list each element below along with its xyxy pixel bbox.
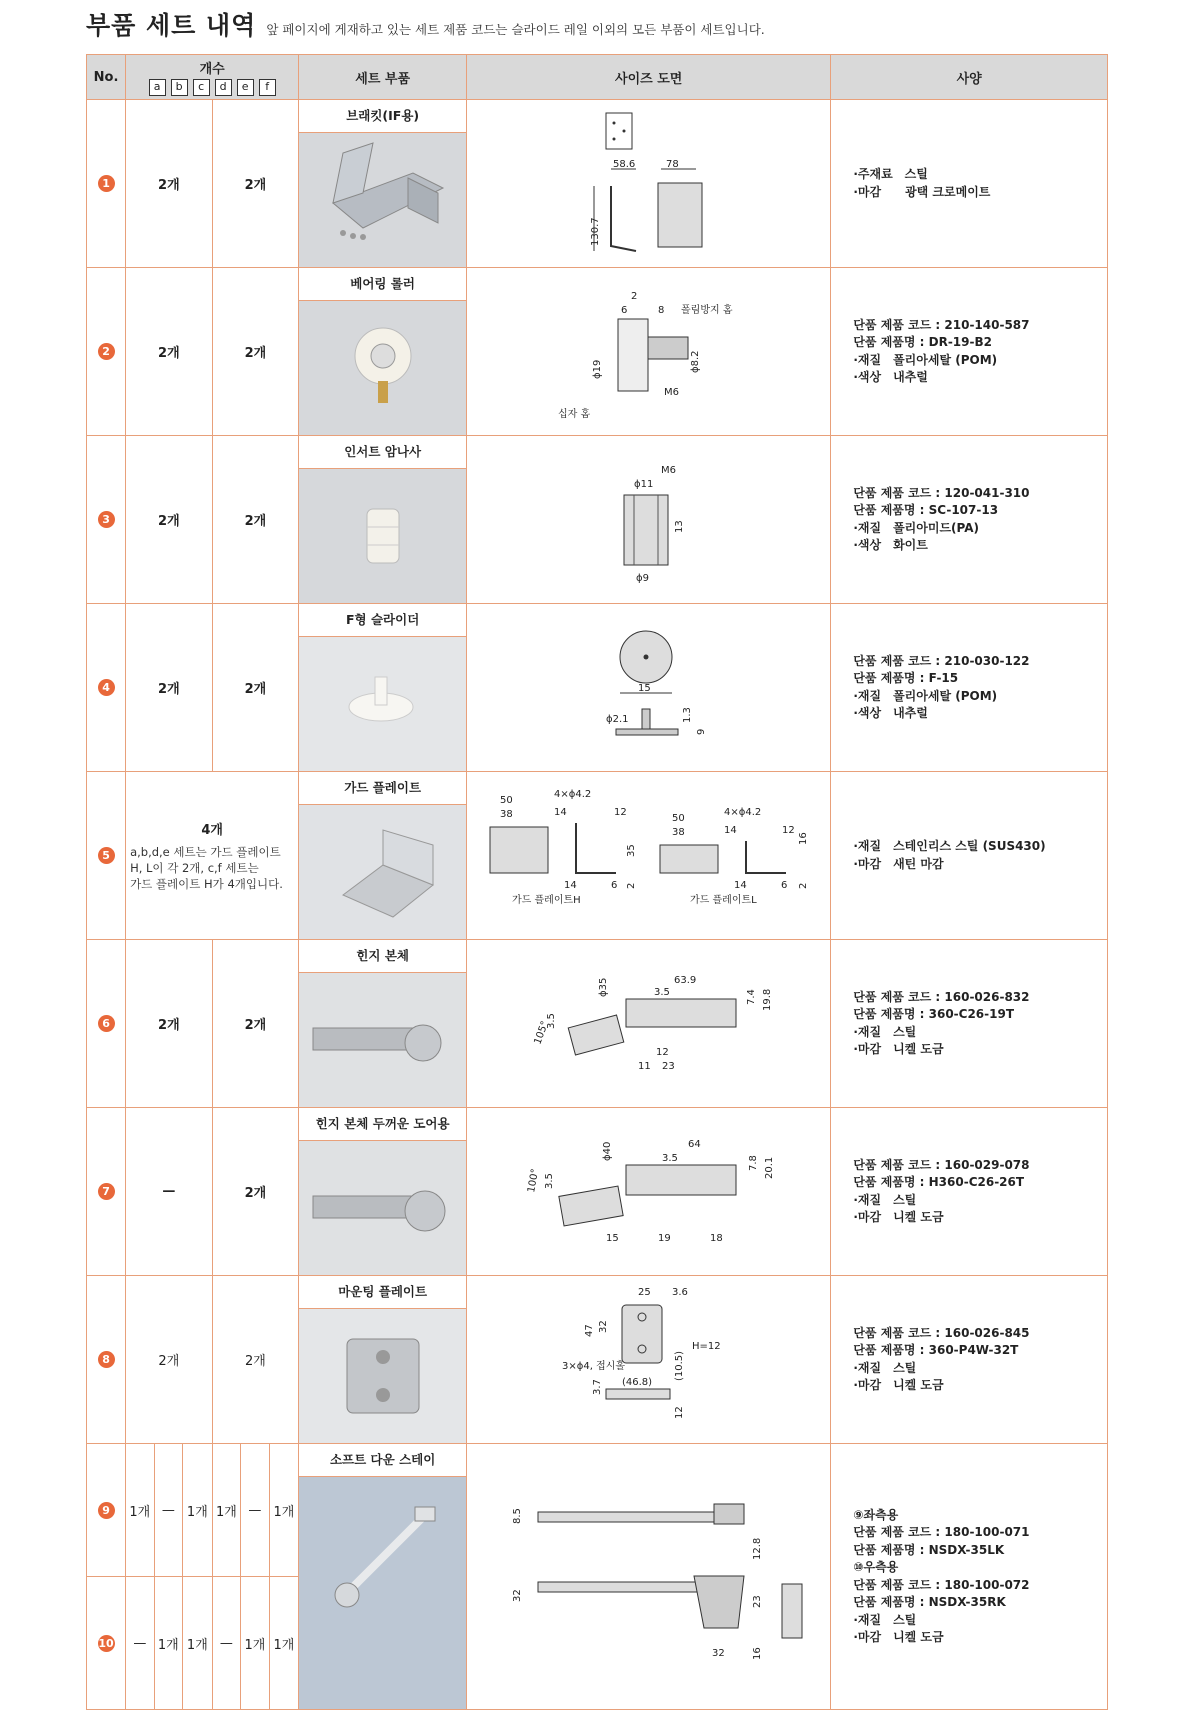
spec-line: ·주재료 스틸 (853, 167, 928, 181)
spec-cell (831, 940, 1108, 1108)
qty-abc: 2개 (126, 436, 213, 604)
row-number-badge: 10 (98, 1636, 114, 1650)
table-row (87, 940, 1108, 1108)
spec-line: ·마감 니켈 도금 (853, 1042, 944, 1056)
dim-label: ϕ2.1 (606, 713, 629, 725)
table-row (87, 604, 1108, 772)
dim-label: 18 (710, 1232, 723, 1244)
part-cell (299, 1276, 467, 1444)
drawing-cell (467, 1108, 831, 1276)
qty-f: 1개 (269, 1577, 299, 1710)
part-photo-mounting-plate (299, 1309, 466, 1443)
row-number-badge: 7 (98, 1183, 115, 1200)
dim-label: 11 (638, 1060, 651, 1072)
part-photo-roller (299, 301, 466, 435)
table-row (87, 1444, 1108, 1577)
part-name: 힌지 본체 두꺼운 도어용 (299, 1108, 466, 1141)
spec-line: ·재질 폴리아미드(PA) (853, 520, 979, 535)
part-name: 가드 플레이트 (299, 772, 466, 805)
qty-a: — (126, 1577, 155, 1710)
insert-nut-drawing (476, 437, 821, 603)
drawing-cell (467, 772, 831, 940)
spec-line: 단품 제품명 : 360-P4W-32T (853, 1343, 1019, 1357)
spec-line: 단품 제품명 : H360-C26-26T (853, 1175, 1025, 1189)
spec-cell (831, 436, 1108, 604)
part-photo-insert-nut (299, 469, 466, 603)
dim-label: 폴림방지 홈 (681, 304, 733, 316)
part-cell (299, 1444, 467, 1710)
qty-b: — (154, 1444, 183, 1577)
dim-label: 2 (798, 882, 810, 889)
spec-line: 단품 제품 코드 : 120-041-310 (853, 485, 1030, 500)
qty-def: 2개 (212, 100, 299, 268)
part-name: 브래킷(IF용) (299, 100, 466, 133)
drawing-cell (467, 604, 831, 772)
table-row (87, 1108, 1108, 1276)
spec-cell (831, 100, 1108, 268)
qty-d: 1개 (212, 1444, 241, 1577)
qty-all-cell (126, 772, 299, 940)
parts-table (86, 54, 1108, 1710)
dim-label: 13 (674, 519, 686, 533)
dim-label: 32 (712, 1647, 725, 1659)
qty-col-e: e (237, 79, 254, 96)
qty-e: — (241, 1444, 270, 1577)
spec-line: ·재질 스틸 (853, 1024, 917, 1039)
dim-label: 47 (584, 1323, 596, 1337)
drawing-cell (467, 1444, 831, 1710)
page-subtitle: 앞 페이지에 게재하고 있는 세트 제품 코드는 슬라이드 레일 이외의 모든 부품이 세트입니다. (266, 22, 765, 37)
qty-col-a: a (149, 79, 166, 96)
spec-line: ⑩우측용 (853, 1560, 899, 1574)
part-cell (299, 436, 467, 604)
dim-label: 9 (696, 728, 708, 735)
part-cell (299, 604, 467, 772)
qty-abc: 2개 (126, 1276, 213, 1444)
header-spec: 사양 (831, 55, 1108, 100)
soft-down-stay-drawing (476, 1484, 821, 1670)
row-number-badge: 8 (98, 1351, 115, 1368)
spec-line: ·마감 광택 크로메이트 (853, 184, 991, 199)
drawing-caption: 가드 플레이트H (512, 894, 581, 906)
qty-note (126, 838, 298, 892)
dim-label: 4×ϕ4.2 (554, 788, 592, 800)
dim-label: 105° (532, 1019, 552, 1046)
qty-all: 4개 (201, 823, 223, 838)
dim-label: 3.5 (662, 1152, 679, 1164)
spec-cell (831, 268, 1108, 436)
drawing-cell (467, 100, 831, 268)
dim-label: 64 (688, 1138, 701, 1150)
dim-label: 78 (666, 158, 679, 170)
dim-label: 19 (658, 1232, 671, 1244)
table-row (87, 772, 1108, 940)
dim-label: 3.5 (654, 986, 671, 998)
dim-label: 38 (672, 826, 685, 838)
header-no: No. (87, 55, 126, 100)
part-name: F형 슬라이더 (299, 604, 466, 637)
table-row (87, 268, 1108, 436)
spec-line: 단품 제품명 : NSDX-35LK (853, 1542, 1005, 1557)
spec-line: 단품 제품명 : DR-19-B2 (853, 335, 992, 349)
spec-line: ·재질 폴리아세탈 (POM) (853, 352, 998, 367)
dim-label: 14 (554, 806, 567, 818)
note-line: H, L이 각 2개, c,f 세트는 (130, 861, 259, 875)
row-number-badge: 6 (98, 1015, 115, 1032)
spec-line: 단품 제품명 : NSDX-35RK (853, 1595, 1006, 1609)
dim-label: 12.8 (752, 1537, 764, 1560)
spec-line: ·재질 스테인리스 스틸 (SUS430) (853, 839, 1046, 853)
spec-line: 단품 제품 코드 : 180-100-071 (853, 1525, 1030, 1539)
spec-line: ·색상 내추럴 (853, 370, 928, 384)
dim-label: 3.7 (592, 1378, 604, 1395)
part-cell (299, 772, 467, 940)
qty-col-d: d (215, 79, 232, 96)
roller-drawing (476, 269, 821, 435)
spec-line: 단품 제품명 : 360-C26-19T (853, 1007, 1015, 1021)
dim-label: 12 (656, 1046, 669, 1058)
dim-label: 6 (611, 879, 618, 891)
part-photo-guard-plate (299, 805, 466, 939)
part-name: 인서트 암나사 (299, 436, 466, 469)
dim-label: 14 (564, 879, 577, 891)
dim-label: 8.5 (512, 1507, 524, 1524)
spec-line: 단품 제품 코드 : 160-026-832 (853, 989, 1030, 1004)
dim-label: H=12 (692, 1340, 721, 1352)
dim-label: 14 (724, 824, 737, 836)
dim-label: 2 (631, 290, 638, 302)
part-photo-slider (299, 637, 466, 771)
table-row (87, 436, 1108, 604)
dim-label: 3×ϕ4, 접시홀 (562, 1360, 626, 1372)
dim-label: 63.9 (674, 974, 697, 986)
dim-label: M6 (664, 386, 680, 398)
dim-label: 130.7 (590, 216, 602, 246)
qty-col-c: c (193, 79, 210, 96)
note-line: 가드 플레이트 H가 4개입니다. (130, 877, 283, 891)
dim-label: 23 (752, 1594, 764, 1608)
part-cell (299, 268, 467, 436)
dim-label: 4×ϕ4.2 (724, 806, 762, 818)
qty-def: 2개 (212, 436, 299, 604)
dim-label: ϕ8.2 (690, 350, 702, 373)
dim-label: 100° (526, 1167, 542, 1194)
drawing-cell (467, 268, 831, 436)
hinge-thick-drawing (476, 1109, 821, 1275)
dim-label: ϕ9 (636, 572, 650, 584)
drawing-cell (467, 1276, 831, 1444)
dim-label: 12 (614, 806, 627, 818)
table-header-row (87, 55, 1108, 100)
header-qty (126, 55, 299, 100)
bracket-drawing (476, 101, 821, 267)
row-number-badge: 3 (98, 511, 115, 528)
part-cell (299, 1108, 467, 1276)
spec-cell (831, 772, 1108, 940)
dim-label: 16 (798, 831, 810, 845)
qty-abc: 2개 (126, 268, 213, 436)
part-name: 베어링 롤러 (299, 268, 466, 301)
part-cell (299, 940, 467, 1108)
dim-label: 35 (626, 843, 638, 857)
part-name: 소프트 다운 스테이 (299, 1444, 466, 1477)
dim-label: 58.6 (613, 158, 636, 170)
spec-line: 단품 제품 코드 : 210-140-587 (853, 317, 1030, 332)
dim-label: 20.1 (764, 1156, 776, 1179)
dim-label: 6 (781, 879, 788, 891)
qty-abc: 2개 (126, 940, 213, 1108)
part-photo-bracket (299, 133, 466, 267)
part-name: 마운팅 플레이트 (299, 1276, 466, 1309)
dim-label: M6 (661, 464, 677, 476)
dim-label: 1.3 (682, 706, 694, 723)
qty-e: 1개 (241, 1577, 270, 1710)
part-name: 힌지 본체 (299, 940, 466, 973)
drawing-cell (467, 436, 831, 604)
part-photo-hinge-thick (299, 1141, 466, 1275)
dim-label: (46.8) (622, 1376, 653, 1388)
spec-line: 단품 제품명 : F-15 (853, 671, 959, 685)
qty-c: 1개 (183, 1577, 213, 1710)
qty-def: 2개 (212, 940, 299, 1108)
dim-label: 12 (674, 1405, 686, 1419)
qty-def: 2개 (212, 604, 299, 772)
dim-label: ϕ19 (592, 359, 604, 379)
spec-line: ·재질 스틸 (853, 1192, 917, 1207)
spec-line: 단품 제품 코드 : 160-026-845 (853, 1325, 1030, 1340)
qty-a: 1개 (126, 1444, 155, 1577)
qty-abc: 2개 (126, 100, 213, 268)
spec-line: ⑨좌측용 (853, 1507, 899, 1522)
dim-label: 25 (638, 1286, 651, 1298)
spec-line: ·색상 내추럴 (853, 706, 928, 720)
dim-label: 15 (638, 682, 651, 694)
dim-label: 23 (662, 1060, 675, 1072)
spec-line: ·마감 니켈 도금 (853, 1210, 944, 1224)
header-drawing: 사이즈 도면 (467, 55, 831, 100)
dim-label: 3.5 (544, 1172, 556, 1189)
dim-label: 십자 홈 (558, 408, 591, 420)
qty-def: 2개 (212, 1108, 299, 1276)
spec-cell (831, 1276, 1108, 1444)
header-part: 세트 부품 (299, 55, 467, 100)
slider-drawing (476, 605, 821, 771)
qty-col-b: b (171, 79, 188, 96)
dim-label: 15 (606, 1232, 619, 1244)
qty-c: 1개 (183, 1444, 213, 1577)
row-number-badge: 4 (98, 679, 115, 696)
dim-label: 32 (512, 1588, 524, 1602)
spec-line: ·재질 스틸 (853, 1360, 917, 1375)
dim-label: 19.8 (762, 988, 774, 1011)
dim-label: 8 (658, 304, 665, 316)
dim-label: 50 (500, 794, 513, 806)
qty-d: — (212, 1577, 241, 1710)
part-cell (299, 100, 467, 268)
dim-label: 3.5 (546, 1012, 558, 1029)
dim-label: ϕ35 (598, 977, 610, 997)
table-row (87, 1276, 1108, 1444)
dim-label: 2 (626, 882, 638, 889)
dim-label: 12 (782, 824, 795, 836)
note-line: a,b,d,e 세트는 가드 플레이트 (130, 845, 281, 859)
mounting-plate-drawing (476, 1277, 821, 1443)
dim-label: 7.8 (748, 1154, 760, 1171)
spec-line: ·재질 폴리아세탈 (POM) (853, 688, 998, 703)
qty-f: 1개 (269, 1444, 299, 1577)
spec-line: 단품 제품 코드 : 180-100-072 (853, 1577, 1030, 1592)
dim-label: 32 (598, 1319, 610, 1333)
dim-label: 16 (752, 1646, 764, 1660)
dim-label: ϕ11 (634, 478, 654, 490)
header-qty-label: 개수 (199, 62, 225, 77)
spec-line: ·재질 스틸 (853, 1612, 917, 1627)
spec-cell (831, 1444, 1108, 1710)
page-title: 부품 세트 내역 (86, 11, 257, 40)
qty-col-f: f (259, 79, 276, 96)
spec-line: ·마감 새틴 마감 (853, 856, 944, 871)
dim-label: 14 (734, 879, 747, 891)
spec-line: 단품 제품 코드 : 210-030-122 (853, 653, 1030, 668)
qty-abc: — (126, 1108, 213, 1276)
hinge-drawing (476, 941, 821, 1107)
table-row (87, 100, 1108, 268)
page-header (86, 6, 765, 40)
spec-line: ·마감 니켈 도금 (853, 1630, 944, 1644)
row-number-badge: 9 (98, 1502, 115, 1519)
qty-def: 2개 (212, 1276, 299, 1444)
guard-plate-drawing (476, 773, 821, 939)
row-number-badge: 5 (98, 847, 115, 864)
spec-cell (831, 1108, 1108, 1276)
row-number-badge: 2 (98, 343, 115, 360)
dim-label: (10.5) (674, 1350, 686, 1381)
qty-b: 1개 (154, 1577, 183, 1710)
qty-abc: 2개 (126, 604, 213, 772)
part-photo-soft-down-stay (299, 1477, 466, 1709)
spec-line: ·색상 화이트 (853, 538, 928, 552)
part-photo-hinge (299, 973, 466, 1107)
dim-label: 3.6 (672, 1286, 689, 1298)
dim-label: 7.4 (746, 988, 758, 1005)
dim-label: 50 (672, 812, 685, 824)
row-number-badge: 1 (98, 175, 115, 192)
qty-def: 2개 (212, 268, 299, 436)
drawing-caption: 가드 플레이트L (690, 894, 757, 906)
spec-line: 단품 제품명 : SC-107-13 (853, 503, 999, 517)
spec-line: 단품 제품 코드 : 160-029-078 (853, 1157, 1030, 1172)
dim-label: 38 (500, 808, 513, 820)
spec-cell (831, 604, 1108, 772)
dim-label: 6 (621, 304, 628, 316)
dim-label: ϕ40 (602, 1141, 614, 1161)
spec-line: ·마감 니켈 도금 (853, 1378, 944, 1392)
drawing-cell (467, 940, 831, 1108)
